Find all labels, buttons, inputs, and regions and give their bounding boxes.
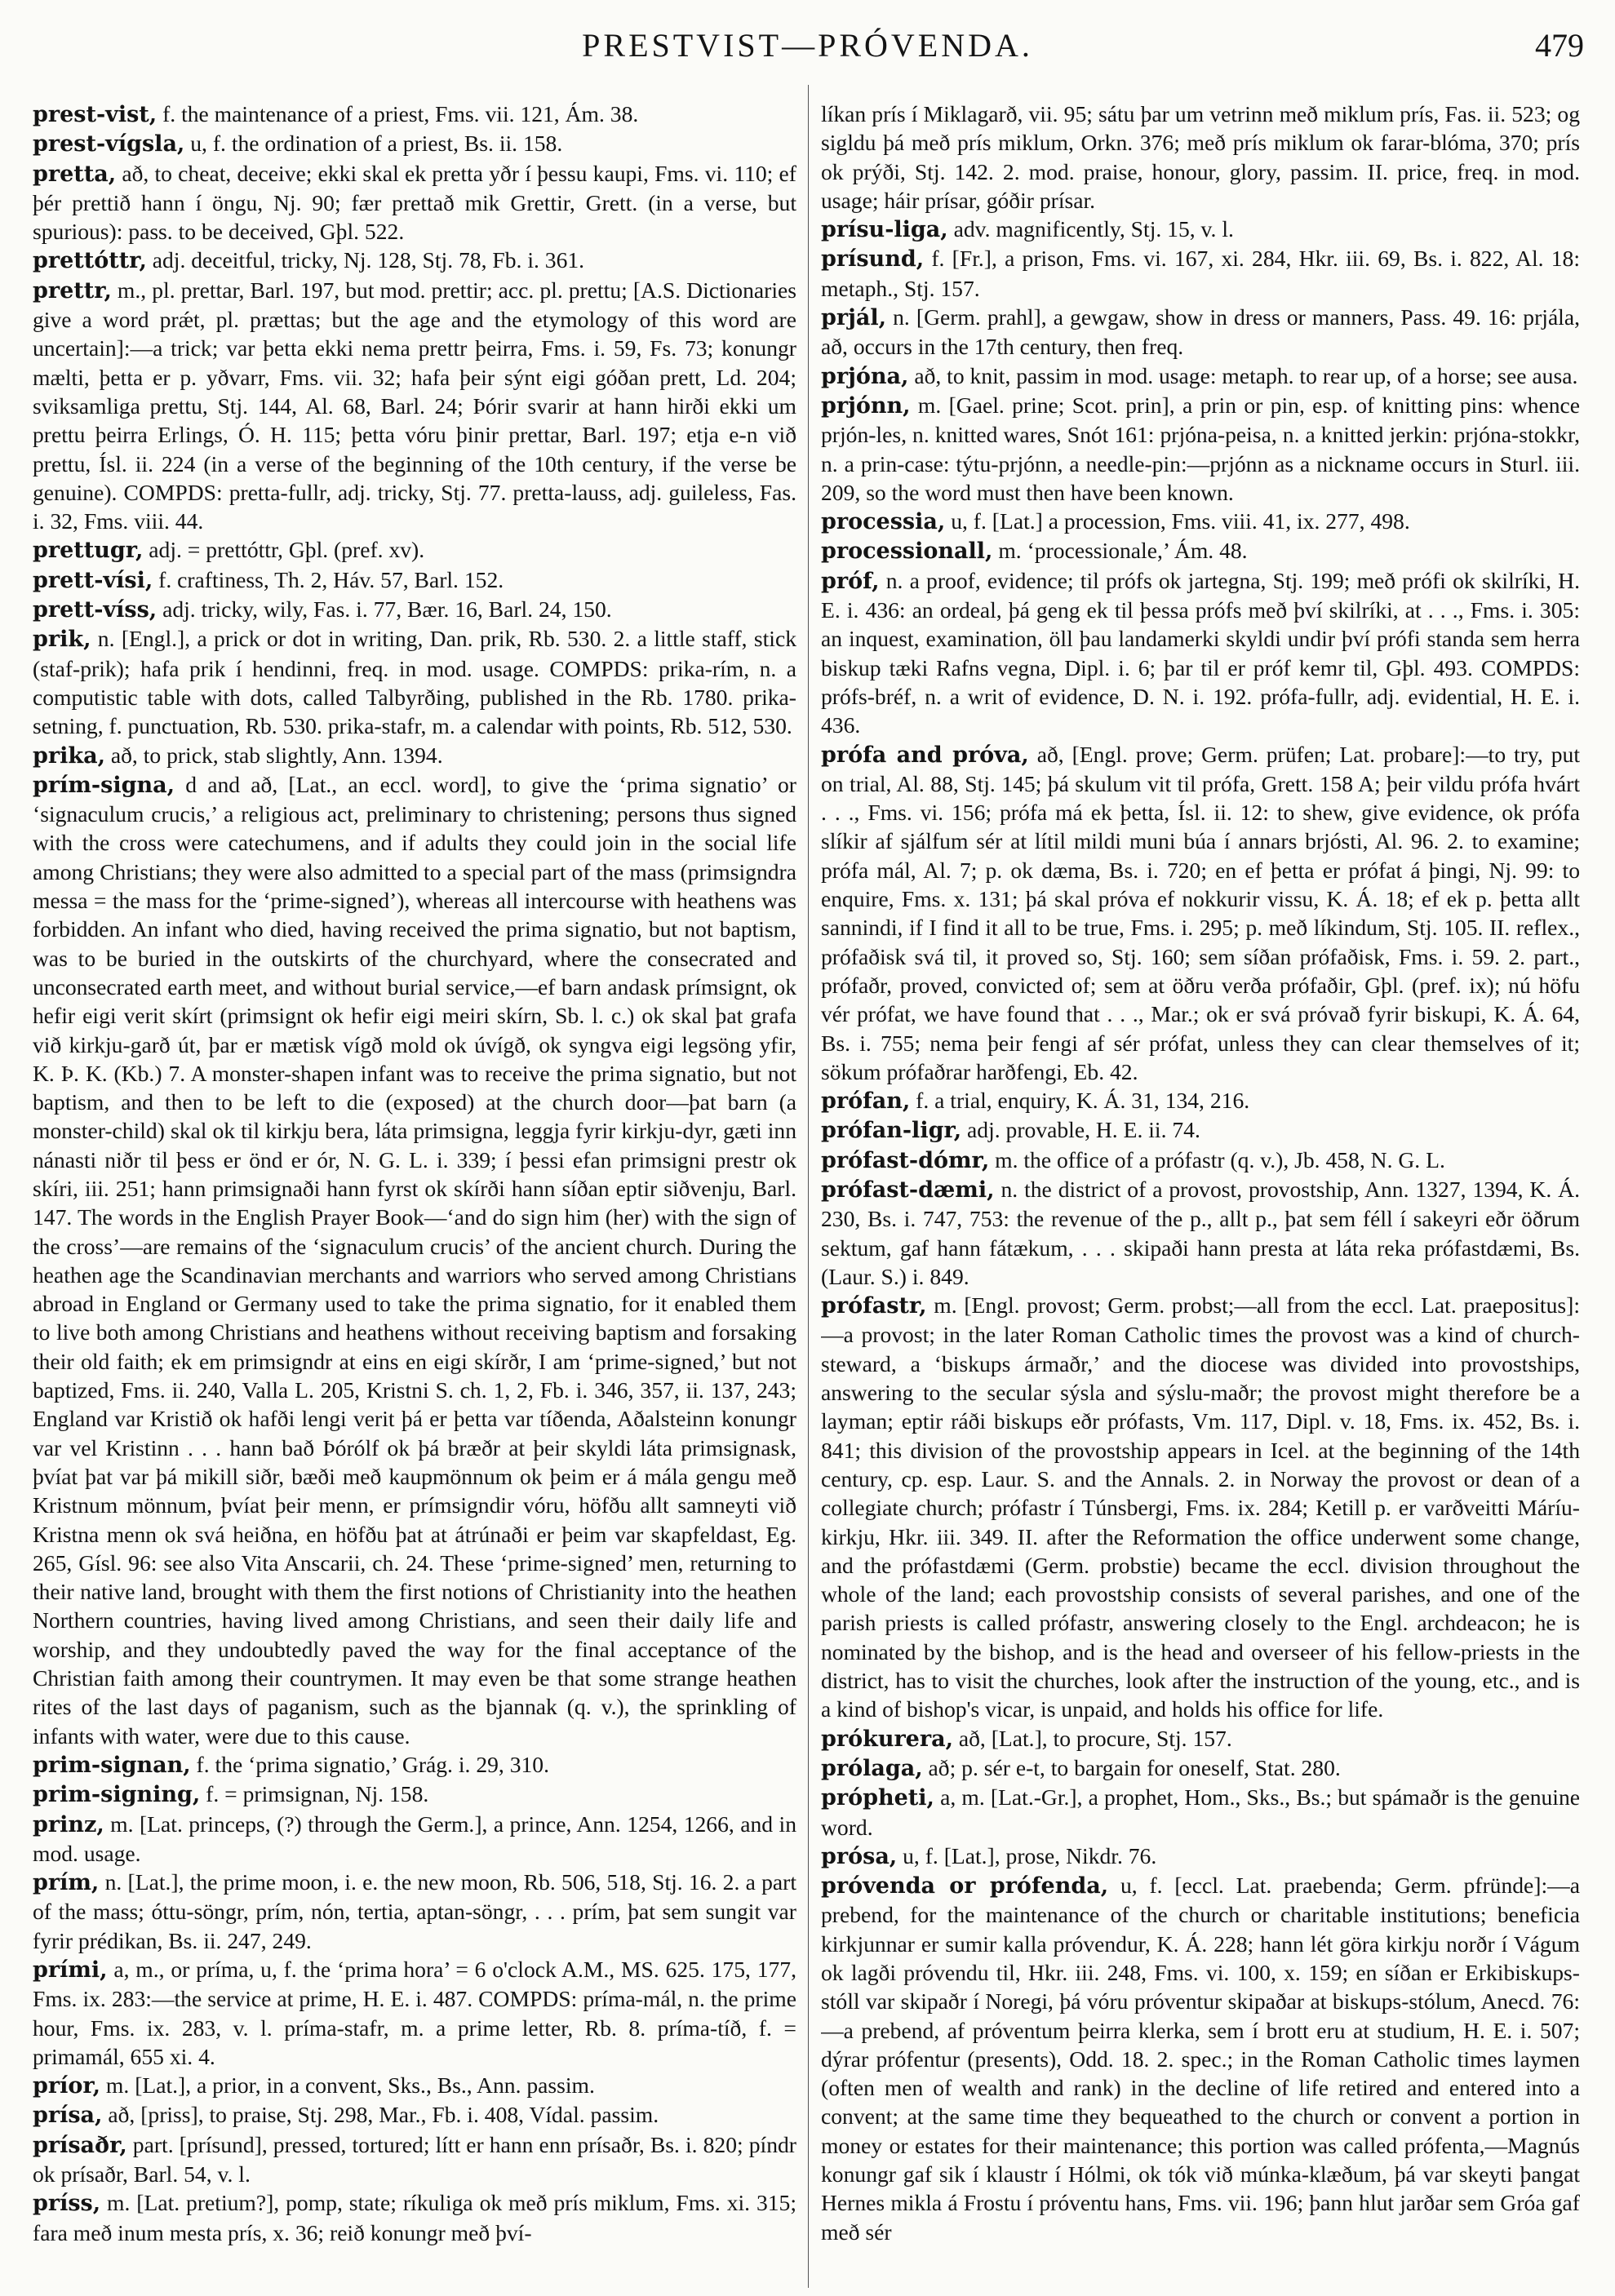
entry-definition: u, f. the ordination of a priest, Bs. ii. 158.	[184, 131, 563, 157]
entry-headword: prjóna,	[821, 363, 909, 389]
entry-headword: prísa,	[33, 2103, 103, 2129]
entry-headword: prjónn,	[821, 392, 911, 419]
entry-definition: adv. magnificently, Stj. 15, v. l.	[947, 216, 1234, 242]
dictionary-entry	[821, 361, 1580, 391]
entry-definition: n. [Lat.], the prime moon, i. e. the new moon, Rb. 506, 518, Stj. 16. 2. a part of the mass; óttu-söngr, prím, nón, tertia, aptan-söngr, . . . prím, þat sem sungit var fyrir prédikan, Bs. ii. 247, 249.	[33, 1869, 796, 1953]
entry-definition: adj. provable, H. E. ii. 74.	[961, 1117, 1200, 1143]
entry-headword: prófast-dæmi,	[821, 1177, 995, 1203]
dictionary-entry	[33, 741, 796, 770]
dictionary-entry	[821, 536, 1580, 565]
entry-headword: prest-vígsla,	[33, 131, 185, 157]
entry-headword: prófast-dómr,	[821, 1147, 990, 1173]
dictionary-entry	[821, 100, 1580, 215]
dictionary-entry	[33, 276, 796, 536]
entry-definition: f. craftiness, Th. 2, Háv. 57, Barl. 152.	[153, 566, 504, 592]
entry-headword: próvenda or prófenda,	[821, 1873, 1109, 1899]
entry-headword: prettugr,	[33, 538, 144, 564]
entry-definition: m. [Lat. pretium?], pomp, state; ríkuliga ok með prís miklum, Fms. xi. 315; fara með inum mesta prís, x. 36; reið konungr með því-	[33, 2190, 796, 2245]
entry-headword: príss,	[33, 2191, 101, 2217]
entry-definition: n. [Germ. prahl], a gewgaw, show in dress or manners, Pass. 49. 16: prjála, að, occurs in the 17th century, then freq.	[821, 304, 1580, 360]
entry-definition: að, to knit, passim in mod. usage: metaph. to rear up, of a horse; see ausa.	[908, 362, 1578, 388]
column-divider	[808, 85, 809, 2288]
entry-definition: f. a trial, enquiry, K. Á. 31, 134, 216.	[910, 1088, 1250, 1114]
entry-definition: f. [Fr.], a prison, Fms. vi. 167, xi. 284, Hkr. iii. 69, Bs. i. 822, Al. 18: metaph., Stj. 157.	[821, 246, 1580, 301]
entry-headword: prólaga,	[821, 1755, 923, 1781]
entry-headword: príor,	[33, 2073, 101, 2099]
entry-definition: að, to cheat, deceive; ekki skal ek pretta yðr í þessu kaupi, Fms. vi. 110; ef þér prettið hann í öngu, Nj. 90; fær prettað mik Grettir, Grett. (in a verse, but spurious): pass. to be deceived, Gþl. 522.	[33, 160, 796, 245]
entry-definition: að, to prick, stab slightly, Ann. 1394.	[104, 742, 443, 768]
dictionary-entry	[33, 1868, 796, 1955]
dictionary-entry	[821, 244, 1580, 303]
dictionary-entry	[33, 2130, 796, 2189]
page-number: 479	[1535, 27, 1584, 64]
dictionary-entry	[821, 215, 1580, 244]
dictionary-entry	[821, 566, 1580, 740]
entry-headword: prísund,	[821, 246, 925, 273]
entry-definition: m. [Gael. prine; Scot. prin], a prin or pin, esp. of knitting pins: whence prjón-les, n. knitted wares, Snót 161: prjóna-peisa, n. a knitted jerkin: prjóna-stokkr, n. a prin-case: týtu-prjónn, a needle-pin:—prjónn as a nickname occurs in Sturl. iii. 209, so the word must then have been known.	[821, 392, 1580, 505]
entry-headword: pretta,	[33, 161, 117, 187]
entry-definition: a, m. [Lat.-Gr.], a prophet, Hom., Sks., Bs.; but spámaðr is the genuine word.	[821, 1784, 1580, 1840]
dictionary-entry	[33, 129, 796, 158]
dictionary-entry	[33, 1810, 796, 1868]
entry-definition: líkan prís í Miklagarð, vii. 95; sátu þar um vetrinn með miklum prís, Fas. ii. 523; og sigldu þá með prís miklum, Orkn. 376; með prís miklum ok farar-blóma, 370; prís ok prýði, Stj. 142. 2. mod. praise, honour, glory, passim. II. price, freq. in mod. usage; háir prísar, góðir prísar.	[821, 101, 1580, 213]
entry-definition: m. [Engl. provost; Germ. probst;—all from the eccl. Lat. praepositus]:—a provost; in the later Roman Catholic times the provost was a kind of church-steward, a ‘biskups ármaðr,’ and the diocese was divided into provostships, answering to the secular sýsla and sýslu-maðr; the provost might therefore be a layman; eptir ráði biskups eðr prófasts, Vm. 117, Dipl. v. 18, Fms. ix. 452, Bs. i. 841; this division of the provostship appears in Icel. at the beginning of the 14th century, cp. esp. Laur. S. and the Annals. 2. in Norway the provost or dean of a collegiate church; prófastr í Túnsbergi, Fms. ix. 284; Ketill p. er varðveitti Máríu-kirkju, Hkr. iii. 349. II. after the Reformation the office underwent some change, and the prófastdæmi (Germ. probstie) became the eccl. division throughout the whole of the land; each provostship consists of several parishes, and one of the parish priests is called prófastr, answering closely to the Engl. archdeacon; he is nominated by the bishop, and is the head and overseer of his fellow-priests in the district, has to visit the churches, look after the instruction of the young, etc., and is a kind of bishop's vicar, is unpaid, and holds his office for life.	[821, 1292, 1580, 1722]
dictionary-entry	[33, 159, 796, 246]
dictionary-entry	[33, 100, 796, 129]
entry-definition: n. a proof, evidence; til prófs ok jartegna, Stj. 199; með prófi ok skilríki, H. E. i. 436: an ordeal, þá geng ek til þessa prófs með því skilríki, at . . ., Fms. i. 305: an inquest, examination, öll þau landamerki skyldi undir því prófi standa sem herra biskup tæki Rafns vegna, Dipl. i. 6; þar til er próf kemr til, Gþl. 493. COMPDS: prófs-bréf, n. a writ of evidence, D. N. i. 192. prófa-fullr, adj. evidential, H. E. i. 436.	[821, 567, 1580, 738]
entry-definition: m., pl. prettar, Barl. 197, but mod. prettir; acc. pl. prettu; [A.S. Dictionaries give a word prǽt, pl. prættas; but the age and the etymology of this word are uncertain]:—a trick; var þetta ekki nema prettr þeirra, Fms. i. 59, Fs. 73; konungr mælti, þetta er p. yðvarr, Fms. vii. 32; hafa þeir sýnt eigi góðan prett, Ld. 204; sviksamliga prettu, Stj. 144, Al. 68, Barl. 24; Þórir svarir at hann hirði ekki um prettu þeirra Erlings, Ó. H. 115; þetta vóru þinir prettar, Barl. 197; etja e-n við prettu, Ísl. ii. 224 (in a verse of the beginning of the 10th century, if the verse be genuine). COMPDS: pretta-fullr, adj. tricky, Stj. 77. pretta-lauss, adj. guileless, Fas. i. 32, Fms. viii. 44.	[33, 277, 796, 534]
dictionary-entry	[821, 740, 1580, 1087]
entry-definition: adj. tricky, wily, Fas. i. 77, Bær. 16, Barl. 24, 150.	[157, 596, 612, 623]
entry-definition: að, [Lat.], to procure, Stj. 157.	[952, 1725, 1232, 1751]
dictionary-entry	[821, 303, 1580, 361]
right-column	[821, 100, 1580, 2280]
entry-headword: prettr,	[33, 277, 112, 304]
entry-definition: að, [Engl. prove; Germ. prüfen; Lat. probare]:—to try, put on trial, Al. 88, Stj. 145; þá skulum vit til prófa, Grett. 158 A; þeir vildu prófa hvárt . . ., Fms. vi. 156; prófa má ek þetta, Ísl. ii. 12: to shew, give evidence, ok prófa slíkir af sjálfum sér at lítil mildi muni búa í annars brjósti, Al. 96. 2. to examine; prófa mál, Al. 7; p. ok dæma, Bs. i. 720; en ef þetta er prófat á þingi, Nj. 99: to enquire, Fms. x. 131; þá skal próva ef nokkurir vissu, K. Á. 18; ef ek p. þetta allt sannindi, if I find it all to be true, Fms. i. 295; p. með líkindum, Stj. 105. II. reflex., prófaðisk svá til, it proved so, Stj. 160; sem síðan prófaðisk, Fms. i. 59. 2. part., prófaðr, proved, convicted of; sem at öðru verða prófaðir, Gþl. (pref. ix); nú höfu vér prófat, we have found that . . ., Mar.; ok er svá próvað fyrir biskupi, K. Á. 64, Bs. i. 755; nema þeir fengi af sér prófat, unless they can clear themselves of it; sökum prófaðrar harðfengi, Eb. 42.	[821, 741, 1580, 1084]
entry-headword: prett-vísi,	[33, 567, 153, 593]
entry-headword: prim-signing,	[33, 1782, 201, 1808]
dictionary-entry	[821, 1724, 1580, 1753]
entry-definition: a, m., or príma, u, f. the ‘prima hora’ = 6 o'clock A.M., MS. 625. 175, 177, Fms. ix. 283:—the service at prime, H. E. i. 487. COMPDS: príma-mál, n. the prime hour, Fms. ix. 283, v. l. príma-stafr, m. a prime letter, Rb. 8. príma-tíð, f. = primamál, 655 xi. 4.	[33, 1957, 796, 2069]
entry-headword: prókurera,	[821, 1726, 953, 1752]
entry-definition: u, f. [eccl. Lat. praebenda; Germ. pfründe]:—a prebend, for the maintenance of the church or charitable institutions; beneficia kirkjunnar er sumir kalla próvendur, K. Á. 228; hann lét göra kirkju norðr í Vágum ok lagði próvendu til, Hkr. iii. 248, Fms. vi. 100, x. 159; en síðan er Erkibiskups-stóll var skipaðr í Noregi, þá vóru próventur skipaðar at biskups-stólum, Anecd. 76:—a prebend, af próventum þeirra klerka, sem í brott eru at studium, H. E. i. 507; dýrar prófentur (presents), Odd. 18. 2. spec.; in the Roman Catholic times laymen (often men of wealth and rank) in the decline of life retired and entered into a convent; at the same time they bequeathed to the church or convent a portion in money or estates for their maintenance; this portion was called prófenta,—Magnús konungr gaf sik í klaustr í Hólmi, ok tók við múnka-klæðum, þá var skeyti þangat Hernes mikla á Frostu í próventu hans, Fms. vii. 196; þann hlut jarðar sem Gróa gaf með sér	[821, 1873, 1580, 2245]
entry-headword: prest-vist,	[33, 102, 158, 127]
entry-definition: u, f. [Lat.], prose, Nikdr. 76.	[897, 1842, 1157, 1868]
dictionary-entry	[33, 246, 796, 275]
dictionary-entry	[821, 1146, 1580, 1175]
entry-headword: prófan,	[821, 1088, 911, 1115]
entry-headword: prísu-liga,	[821, 217, 948, 243]
entry-headword: própheti,	[821, 1785, 934, 1811]
page-title: PRESTVIST—PRÓVENDA.	[582, 27, 1033, 64]
dictionary-entry	[821, 1842, 1580, 1871]
dictionary-entry	[33, 2071, 796, 2100]
entry-definition: adj. deceitful, tricky, Nj. 128, Stj. 78, Fb. i. 361.	[146, 247, 585, 273]
dictionary-entry	[821, 1115, 1580, 1145]
dictionary-entry	[33, 624, 796, 740]
dictionary-entry	[33, 1780, 796, 1809]
entry-headword: prófa and próva,	[821, 742, 1029, 768]
dictionary-entry	[821, 391, 1580, 507]
entry-definition: adj. = prettóttr, Gþl. (pref. xv).	[143, 537, 425, 563]
entry-definition: f. = primsignan, Nj. 158.	[200, 1781, 429, 1807]
dictionary-entry	[821, 1871, 1580, 2246]
entry-headword: prettóttr,	[33, 248, 147, 274]
entry-headword: prófastr,	[821, 1293, 927, 1319]
entry-headword: prísaðr,	[33, 2132, 127, 2158]
entry-definition: m. [Lat. princeps, (?) through the Germ.], a prince, Ann. 1254, 1266, and in mod. usage.	[33, 1811, 796, 1866]
dictionary-entry	[33, 2188, 796, 2247]
entry-definition: f. the maintenance of a priest, Fms. vii. 121, Ám. 38.	[157, 101, 639, 126]
entry-definition: f. the ‘prima signatio,’ Grág. i. 29, 310.	[190, 1751, 549, 1777]
dictionary-entry	[33, 770, 796, 1750]
dictionary-entry	[821, 1291, 1580, 1723]
entry-definition: n. the district of a provost, provostship, Ann. 1327, 1394, K. Á. 230, Bs. i. 747, 753: the revenue of the p., allt p., þat sem féll í sakeyri eðr öðrum sektum, gaf hann fátækum, . . . skipaði hann presta at láta reka prófastdæmi, Bs. (Laur. S.) i. 849.	[821, 1176, 1580, 1289]
entry-headword: prett-víss,	[33, 597, 158, 623]
entry-headword: prik,	[33, 627, 91, 653]
entry-headword: prósa,	[821, 1843, 898, 1869]
running-head	[0, 18, 1615, 67]
entry-definition: d and að, [Lat., an eccl. word], to give the ‘prima signatio’ or ‘signaculum crucis,’ a religious act, preliminary to christening; persons thus signed with the cross were catechumens, and if adults they could join in the social life among Christians; they were also admitted to a special part of the mass (primsigndra messa = the mass for the ‘prime-signed’), whereas all intercourse with heathens was forbidden. An infant who died, having received the prima signatio, but not baptism, was to be buried in the outskirts of the churchyard, where the consecrated and unconsecrated earth meet, and without burial service,—ef barn andask prímsignt, ok hefir eigi verit skírt (primsignt ok hefir eigi meiri skírn, Sb. l. c.) ok skal þat grafa við kirkju-garð út, þar er mætisk vígð mold ok úvígð, ok syngva eigi legsöng yfir, K. Þ. K. (Kb.) 7. A monster-shapen infant was to receive the prima signatio, but not baptism, and then to be left to die (exposed) at the church door—þat barn (a monster-child) skal ok til kirkju bera, láta primsigna, leggja fyrir kirkju-dyr, gæti inn nánasti niðr til þess er önd er ór, N. G. L. i. 339; í þessi efan primsigni prestr ok skíri, iii. 251; hann primsignaði hann fyrst ok skírði hann síðan eptir siðvenju, Barl. 147. The words in the English Prayer Book—‘and do sign him (her) with the sign of the cross’—are remains of the ‘signaculum crucis’ of the ancient church. During the heathen age the Scandinavian merchants and warriors who served among Christians abroad in England or Germany used to take the prima signatio, for it enabled them to live both among Christians and heathens without receiving baptism and forsaking their old faith; ek em primsigndr at eins en eigi skírðr, I am ‘prime-signed,’ but not baptized, Fms. ii. 240, Valla L. 205, Kristni S. ch. 1, 2, Fb. i. 346, 357, ii. 137, 243; England var Kristið ok hafði lengi verit þá er þetta var tíðenda, Aðalsteinn konungr var vel Kristinn . . . hann bað Þórólf ok þá bræðr at þeir skyldi láta primsignask, þvíat þat var þá mikill siðr, bæði með kaupmönnum ok þeim er á mála gengu með Kristnum mönnum, þvíat þeir menn, er prímsigndir vóru, höfðu allt samneyti við Kristna menn ok svá heiðna, en höfðu þat at átrúnaði er þeim var skapfeldast, Eg. 265, Gísl. 96: see also Vita Anscarii, ch. 24. These ‘prime-signed’ men, returning to their native land, brought with them the first notions of Christianity into the heathen Northern countries, having lived among Christians, and seen their daily life and worship, and they undoubtedly paved the way for the final acceptance of the Christian faith among their countrymen. It may even be that some strange heathen rites of the last days of paganism, such as the bjannak (q. v.), the sprinkling of infants with water, were due to this cause.	[33, 771, 796, 1749]
dictionary-entry	[821, 507, 1580, 536]
dictionary-entry	[821, 1175, 1580, 1291]
entry-headword: prjál,	[821, 305, 887, 331]
entry-headword: prím-signa,	[33, 772, 175, 798]
dictionary-entry	[33, 2100, 796, 2130]
entry-headword: processia,	[821, 509, 946, 535]
entry-definition: part. [prísund], pressed, tortured; lítt er hann enn prísaðr, Bs. i. 820; píndr ok prísaðr, Barl. 54, v. l.	[33, 2131, 796, 2187]
dictionary-entry	[33, 595, 796, 624]
dictionary-entry	[33, 565, 796, 595]
left-column	[33, 100, 796, 2280]
entry-headword: processionall,	[821, 539, 993, 565]
dictionary-entry	[33, 1750, 796, 1780]
dictionary-entry	[821, 1753, 1580, 1783]
entry-headword: prika,	[33, 742, 105, 769]
entry-definition: m. [Lat.], a prior, in a convent, Sks., Bs., Ann. passim.	[100, 2072, 595, 2099]
entry-definition: u, f. [Lat.] a procession, Fms. viii. 41, ix. 277, 498.	[945, 508, 1410, 534]
dictionary-entry	[821, 1783, 1580, 1842]
entry-definition: að, [priss], to praise, Stj. 298, Mar., Fb. i. 408, Vídal. passim.	[102, 2102, 659, 2128]
dictionary-entry	[821, 1086, 1580, 1115]
entry-headword: próf,	[821, 568, 880, 594]
entry-headword: prófan-ligr,	[821, 1118, 962, 1144]
entry-headword: prím,	[33, 1870, 100, 1896]
dictionary-entry	[33, 1955, 796, 2071]
entry-definition: m. the office of a prófastr (q. v.), Jb. 458, N. G. L.	[989, 1146, 1445, 1172]
entry-headword: prim-signan,	[33, 1752, 191, 1778]
entry-definition: n. [Engl.], a prick or dot in writing, Dan. prik, Rb. 530. 2. a little staff, stick (staf-prik); hafa prik í hendinni, freq. in mod. usage. COMPDS: prika-rím, n. a computistic table with dots, called Talbyrðing, published in the Rb. 1780. prika-setning, f. punctuation, Rb. 530. prika-stafr, m. a calendar with points, Rb. 512, 530.	[33, 626, 796, 739]
entry-definition: m. ‘processionale,’ Ám. 48.	[992, 538, 1248, 564]
dictionary-entry	[33, 535, 796, 565]
entry-headword: prinz,	[33, 1811, 104, 1837]
entry-headword: prími,	[33, 1957, 108, 1983]
entry-definition: að; p. sér e-t, to bargain for oneself, Stat. 280.	[922, 1754, 1341, 1780]
